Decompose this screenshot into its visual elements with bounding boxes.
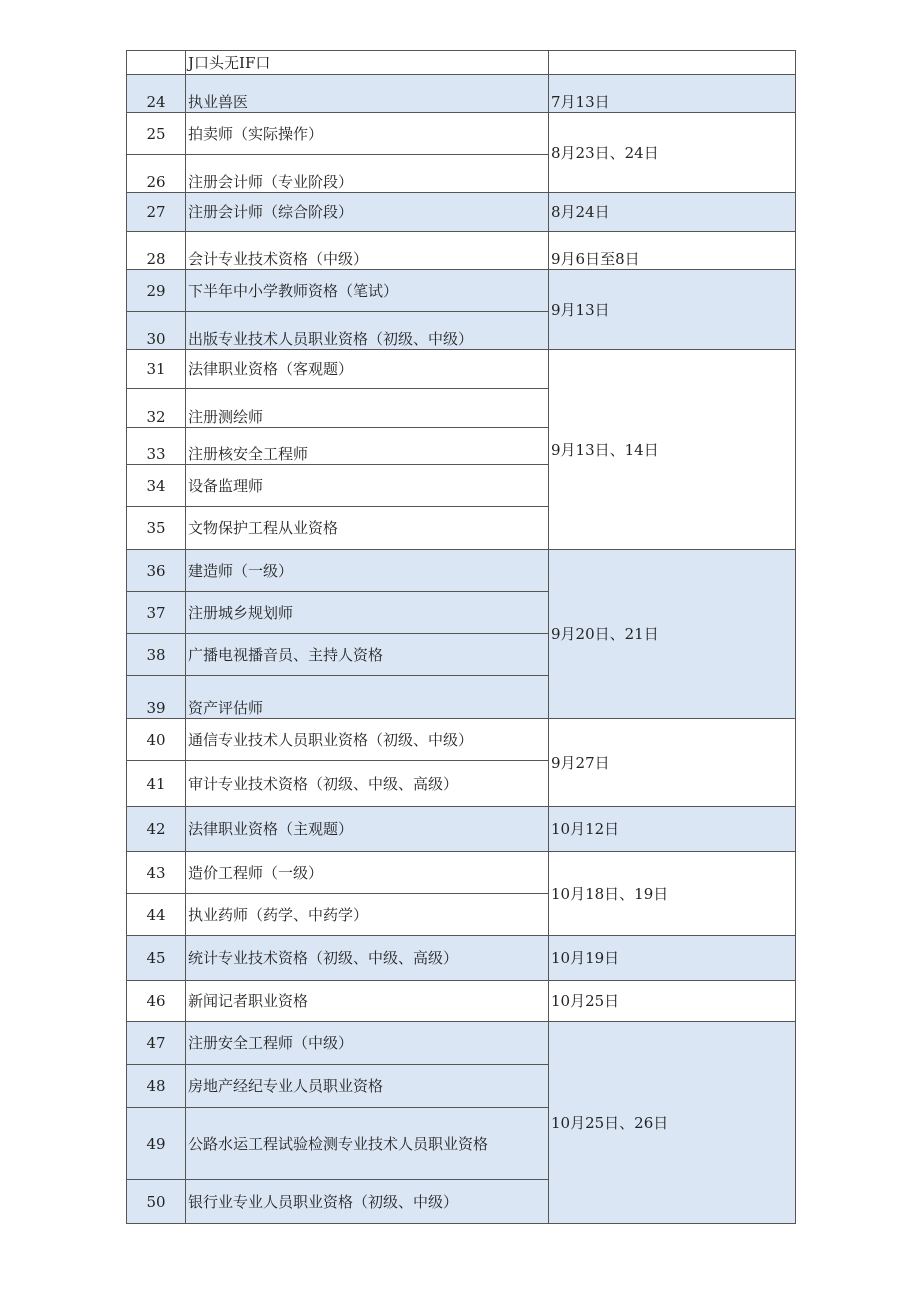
table-row xyxy=(127,232,796,270)
row-number: 32 xyxy=(127,389,186,428)
row-number: 35 xyxy=(127,507,186,550)
row-number: 45 xyxy=(127,936,186,981)
row-number: 38 xyxy=(127,634,186,676)
row-number: 33 xyxy=(127,428,186,465)
exam-name: 公路水运工程试验检测专业技术人员职业资格 xyxy=(186,1108,549,1180)
exam-schedule-table xyxy=(126,50,796,1224)
row-number: 28 xyxy=(127,232,186,270)
row-number: 24 xyxy=(127,75,186,113)
row-number: 48 xyxy=(127,1065,186,1108)
table-row xyxy=(127,852,796,894)
row-number: 47 xyxy=(127,1022,186,1065)
exam-date: 9月6日至8日 xyxy=(549,232,796,270)
exam-date: 10月19日 xyxy=(549,936,796,981)
exam-name: 注册测绘师 xyxy=(186,389,549,428)
exam-name: 执业药师（药学、中药学） xyxy=(186,894,549,936)
row-number xyxy=(127,51,186,75)
row-number: 50 xyxy=(127,1180,186,1224)
exam-name: 新闻记者职业资格 xyxy=(186,981,549,1022)
row-number: 42 xyxy=(127,807,186,852)
exam-name: 下半年中小学教师资格（笔试） xyxy=(186,270,549,312)
row-number: 41 xyxy=(127,761,186,807)
exam-name: 广播电视播音员、主持人资格 xyxy=(186,634,549,676)
row-number: 30 xyxy=(127,312,186,350)
exam-date: 8月23日、24日 xyxy=(549,113,796,193)
exam-name: 资产评估师 xyxy=(186,676,549,719)
exam-name: 统计专业技术资格（初级、中级、高级） xyxy=(186,936,549,981)
table-row xyxy=(127,550,796,592)
exam-date: 10月25日 xyxy=(549,981,796,1022)
table-row xyxy=(127,113,796,155)
exam-name: 建造师（一级） xyxy=(186,550,549,592)
exam-name: 审计专业技术资格（初级、中级、高级） xyxy=(186,761,549,807)
exam-date: 9月27日 xyxy=(549,719,796,807)
row-number: 26 xyxy=(127,155,186,193)
row-number: 34 xyxy=(127,465,186,507)
table-row xyxy=(127,193,796,232)
row-number: 25 xyxy=(127,113,186,155)
exam-name: 文物保护工程从业资格 xyxy=(186,507,549,550)
exam-name: 造价工程师（一级） xyxy=(186,852,549,894)
exam-date: 9月13日、14日 xyxy=(549,350,796,550)
exam-name: 执业兽医 xyxy=(186,75,549,113)
exam-name: 注册会计师（综合阶段） xyxy=(186,193,549,232)
exam-name: 注册会计师（专业阶段） xyxy=(186,155,549,193)
table-row xyxy=(127,350,796,389)
row-number: 39 xyxy=(127,676,186,719)
row-number: 27 xyxy=(127,193,186,232)
exam-name: 出版专业技术人员职业资格（初级、中级） xyxy=(186,312,549,350)
exam-date: 9月13日 xyxy=(549,270,796,350)
exam-date: 8月24日 xyxy=(549,193,796,232)
exam-name: 注册城乡规划师 xyxy=(186,592,549,634)
exam-date xyxy=(549,51,796,75)
exam-name: 设备监理师 xyxy=(186,465,549,507)
table-row xyxy=(127,75,796,113)
exam-date: 10月18日、19日 xyxy=(549,852,796,936)
row-number: 29 xyxy=(127,270,186,312)
exam-name: 银行业专业人员职业资格（初级、中级） xyxy=(186,1180,549,1224)
exam-name: 通信专业技术人员职业资格（初级、中级） xyxy=(186,719,549,761)
table-row xyxy=(127,1022,796,1065)
exam-date: 9月20日、21日 xyxy=(549,550,796,719)
exam-date: 10月25日、26日 xyxy=(549,1022,796,1224)
exam-name: 房地产经纪专业人员职业资格 xyxy=(186,1065,549,1108)
row-number: 37 xyxy=(127,592,186,634)
row-number: 44 xyxy=(127,894,186,936)
row-number: 43 xyxy=(127,852,186,894)
table-row xyxy=(127,807,796,852)
table-row xyxy=(127,270,796,312)
row-number: 46 xyxy=(127,981,186,1022)
exam-date: 7月13日 xyxy=(549,75,796,113)
exam-name: 法律职业资格（客观题） xyxy=(186,350,549,389)
table-row xyxy=(127,936,796,981)
table-row xyxy=(127,981,796,1022)
row-number: 40 xyxy=(127,719,186,761)
exam-name: J口头无IF口 xyxy=(186,51,549,75)
exam-date: 10月12日 xyxy=(549,807,796,852)
exam-name: 拍卖师（实际操作） xyxy=(186,113,549,155)
table-row xyxy=(127,719,796,761)
table-row xyxy=(127,51,796,75)
exam-name: 法律职业资格（主观题） xyxy=(186,807,549,852)
exam-name: 会计专业技术资格（中级） xyxy=(186,232,549,270)
row-number: 49 xyxy=(127,1108,186,1180)
exam-name: 注册安全工程师（中级） xyxy=(186,1022,549,1065)
row-number: 36 xyxy=(127,550,186,592)
row-number: 31 xyxy=(127,350,186,389)
exam-name: 注册核安全工程师 xyxy=(186,428,549,465)
